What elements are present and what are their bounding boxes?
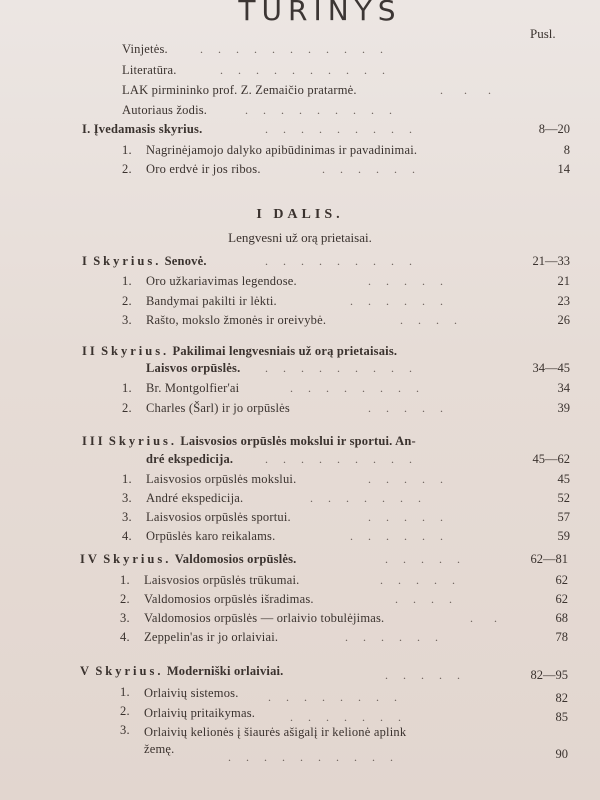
part-title: I DALIS. [256, 207, 344, 222]
toc-item-label: Orlaivių pritaikymas. [144, 706, 256, 720]
leader-dots: . . . . . [368, 472, 443, 486]
skyrius-label: Skyrius. [108, 434, 178, 448]
toc-item-num: 2. [122, 401, 132, 415]
toc-entry-vinjetes: Vinjetės. [122, 42, 168, 56]
chapter-heading: III Skyrius. Laisvosios orpūslės mokslui ir sportui. An- [82, 434, 416, 448]
skyrius-label: Skyrius. [95, 664, 164, 678]
page-column-header: Pusl. [530, 26, 556, 41]
toc-entry-literatura: Literatūra. [122, 63, 177, 77]
page-range: 34—45 [532, 361, 570, 375]
leader-dots: . . . . . . . . . [265, 361, 412, 375]
chapter-title: Laisvosios orpūslės mokslui ir sportui. An- [180, 434, 416, 448]
toc-entry-pratarme: LAK pirmininko prof. Z. Zemaičio pratarmė. [122, 83, 357, 97]
leader-dots: . . . . . . . [310, 491, 421, 505]
leader-dots: . . . [440, 83, 491, 97]
page-title: TURINYS [238, 0, 402, 27]
toc-item-num: 2. [122, 294, 132, 308]
toc-item-num: 3. [120, 723, 130, 737]
chapter-title-cont: Laisvos orpūslės. [146, 361, 241, 375]
toc-item-label: Bandymai pakilti ir lėkti. [146, 294, 277, 308]
page-number: 59 [557, 529, 570, 543]
toc-item-num: 3. [120, 611, 130, 625]
page-number: 23 [557, 294, 570, 308]
leader-dots: . . . . . . [350, 294, 443, 308]
leader-dots: . . . . . . . . [268, 690, 397, 704]
toc-item-label: Rašto, mokslo žmonės ir oreivybė. [146, 313, 327, 327]
leader-dots: . . . . . [368, 401, 443, 415]
leader-dots: . . . . . [368, 274, 443, 288]
leader-dots: . . . . . [385, 668, 460, 682]
chapter-heading: I Skyrius. Senovė. [82, 254, 207, 268]
page-number: 62 [555, 573, 568, 587]
toc-heading-intro: I. Įvedamasis skyrius. [82, 122, 203, 136]
leader-dots: . . . . . [380, 573, 455, 587]
chapter-title-cont: dré ekspedicija. [146, 452, 234, 466]
leader-dots: . . . . . . . . . . [220, 63, 385, 77]
leader-dots: . . . . . . . . . [265, 122, 412, 136]
page-number: 8 [563, 143, 570, 157]
page-number: 34 [557, 381, 570, 395]
toc-item-num: 4. [120, 630, 130, 644]
page-range: 82—95 [530, 668, 568, 682]
leader-dots: . . . . . . [322, 162, 415, 176]
leader-dots: . . . . . [385, 552, 460, 566]
page-range: 45—62 [532, 452, 570, 466]
page-number: 85 [555, 710, 568, 724]
page-number: 52 [557, 491, 570, 505]
toc-item-label: Br. Montgolfier'ai [146, 381, 240, 395]
toc-item-label: Nagrinėjamojo dalyko apibūdinimas ir pavadinimai. [146, 143, 418, 157]
chapter-title: Senovė. [164, 254, 207, 268]
toc-item-label: Laisvosios orpūslės mokslui. [146, 472, 297, 486]
toc-item-num: 1. [122, 143, 132, 157]
toc-item-num: 1. [122, 472, 132, 486]
chapter-heading: V Skyrius. Moderniški orlaiviai. [80, 664, 284, 678]
toc-item-num: 1. [122, 274, 132, 288]
leader-dots: . . . . . . . . . [245, 103, 392, 117]
leader-dots: . . [470, 611, 497, 625]
leader-dots: . . . . [400, 313, 457, 327]
toc-item-num: 1. [122, 381, 132, 395]
leader-dots: . . . . [395, 592, 452, 606]
toc-item-label: Orlaivių kelionės į šiaurės ašigalį ir kelionė aplink [144, 725, 407, 739]
chapter-title: Valdomosios orpūslės. [174, 552, 297, 566]
toc-item-num: 2. [120, 592, 130, 606]
skyrius-label: Skyrius. [101, 344, 170, 358]
toc-item-label: Orpūslės karo reikalams. [146, 529, 276, 543]
leader-dots: . . . . . . . [290, 710, 401, 724]
toc-item-num: 1. [120, 573, 130, 587]
page-number: 82 [555, 691, 568, 705]
toc-item-label: Oro užkariavimas legendose. [146, 274, 297, 288]
page-number: 26 [557, 313, 570, 327]
leader-dots: . . . . . [368, 510, 443, 524]
skyrius-label: Skyrius. [93, 254, 162, 268]
leader-dots: . . . . . . [345, 630, 438, 644]
page-range: 21—33 [532, 254, 570, 268]
part-subtitle: Lengvesni už orą prietaisai. [228, 230, 372, 245]
leader-dots: . . . . . . [350, 529, 443, 543]
leader-dots: . . . . . . . . . . . [200, 42, 383, 56]
toc-item-num: 4. [122, 529, 132, 543]
toc-item-label: Laisvosios orpūslės sportui. [146, 510, 291, 524]
toc-item-num: 2. [120, 704, 130, 718]
toc-item-num: 3. [122, 313, 132, 327]
leader-dots: . . . . . . . . [290, 381, 419, 395]
toc-item-label: Zeppelin'as ir jo orlaiviai. [144, 630, 279, 644]
leader-dots: . . . . . . . . . [265, 254, 412, 268]
toc-item-label: Charles (Šarl) ir jo orpūslės [146, 401, 290, 415]
page-number: 90 [555, 747, 568, 761]
toc-item-label: Oro erdvė ir jos ribos. [146, 162, 261, 176]
chapter-title: Pakilimai lengvesniais už orą prietaisais. [172, 344, 398, 358]
toc-item-num: 2. [122, 162, 132, 176]
toc-item-label-cont: žemę. [144, 742, 175, 756]
page-number: 57 [557, 510, 570, 524]
page-number: 62 [555, 592, 568, 606]
toc-item-label: Valdomosios orpūslės — orlaivio tobulėjimas. [144, 611, 385, 625]
chapter-heading: IV Skyrius. Valdomosios orpūslės. [80, 552, 297, 566]
page-number: 21 [557, 274, 570, 288]
toc-item-label: Orlaivių sistemos. [144, 686, 239, 700]
page-number: 45 [557, 472, 570, 486]
page-range: 8—20 [538, 122, 570, 136]
toc-item-label: André ekspedicija. [146, 491, 244, 505]
page-number: 39 [557, 401, 570, 415]
page-number: 78 [555, 630, 568, 644]
toc-item-num: 3. [122, 491, 132, 505]
chapter-title: Moderniški orlaiviai. [166, 664, 284, 678]
page-number: 14 [557, 162, 570, 176]
toc-item-num: 1. [120, 685, 130, 699]
skyrius-label: Skyrius. [103, 552, 172, 566]
leader-dots: . . . . . . . . . . [228, 750, 393, 764]
toc-item-label: Valdomosios orpūslės išradimas. [144, 592, 314, 606]
leader-dots: . . . . . . . . . [265, 452, 412, 466]
toc-entry-autoriaus-zodis: Autoriaus žodis. [122, 103, 208, 117]
toc-item-num: 3. [122, 510, 132, 524]
page-number: 68 [555, 611, 568, 625]
page-range: 62—81 [530, 552, 568, 566]
chapter-heading: II Skyrius. Pakilimai lengvesniais už orą prietaisais. [82, 344, 398, 358]
toc-item-label: Laisvosios orpūslės trūkumai. [144, 573, 300, 587]
